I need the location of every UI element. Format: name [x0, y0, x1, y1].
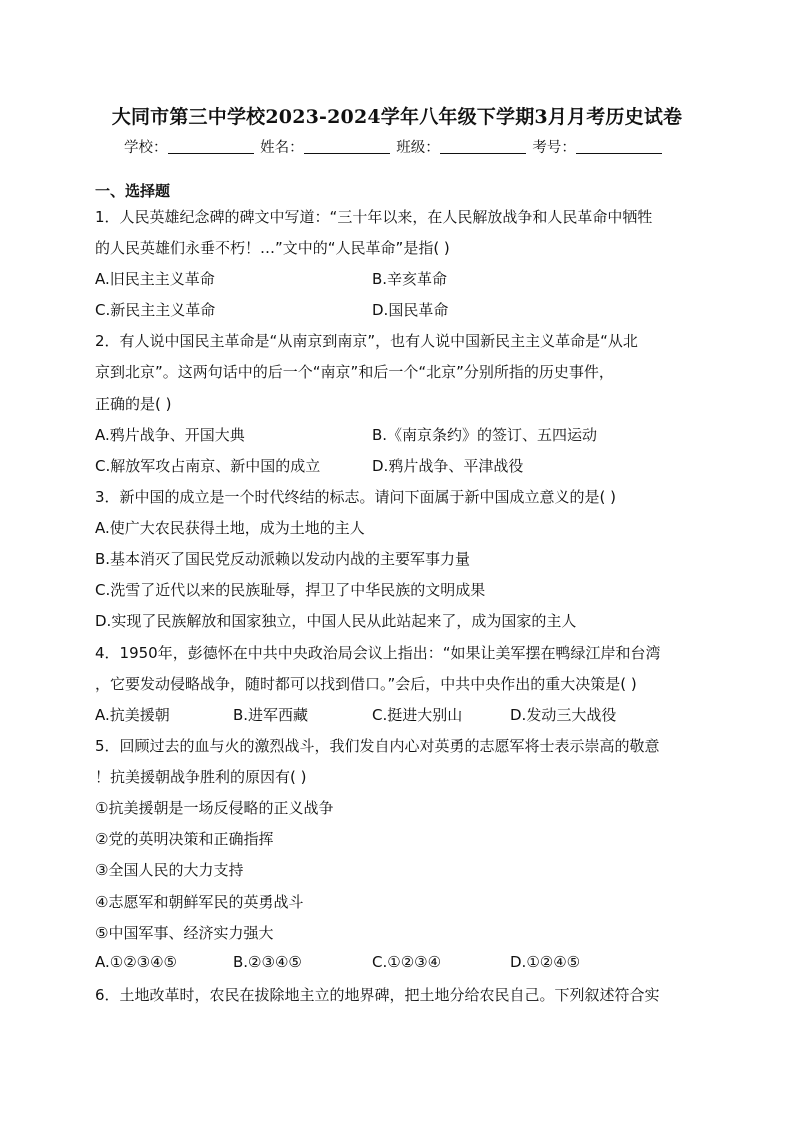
q5-item-4: ④志愿军和朝鲜军民的英勇战斗: [95, 893, 304, 911]
q6-stem-line-1: 6．土地改革时，农民在拔除地主立的地界碑，把土地分给农民自己。下列叙述符合实: [95, 986, 660, 1004]
q1-option-d[interactable]: D.国民革命: [372, 301, 449, 319]
q1-stem-line-2: 的人民英雄们永垂不朽！…”文中的“人民革命”是指( ): [95, 239, 450, 257]
q4-stem-line-2: ，它要发动侵略战争，随时都可以找到借口。”会后，中共中央作出的重大决策是( ): [95, 675, 637, 693]
school-blank[interactable]: [168, 139, 254, 154]
school-label: 学校：: [124, 140, 168, 156]
q5-stem-line-1: 5．回顾过去的血与火的激烈战斗，我们发自内心对英勇的志愿军将士表示崇高的敬意: [95, 737, 660, 755]
q2-stem-line-2: 京到北京”。这两句话中的后一个“南京”和后一个“北京”分别所指的历史事件，: [95, 363, 614, 381]
q2-option-b[interactable]: B.《南京条约》的签订、五四运动: [372, 426, 598, 444]
q3-option-a[interactable]: A.使广大农民获得土地，成为土地的主人: [95, 519, 365, 537]
q4-option-c[interactable]: C.挺进大别山: [372, 706, 463, 724]
q5-option-a[interactable]: A.①②③④⑤: [95, 953, 178, 971]
q3-stem-line-1: 3．新中国的成立是一个时代终结的标志。请问下面属于新中国成立意义的是( ): [95, 488, 617, 506]
q3-option-c[interactable]: C.洗雪了近代以来的民族耻辱，捍卫了中华民族的文明成果: [95, 581, 486, 599]
class-label: 班级：: [396, 140, 440, 156]
q2-option-d[interactable]: D.鸦片战争、平津战役: [372, 457, 524, 475]
name-blank[interactable]: [304, 139, 390, 154]
q5-option-d[interactable]: D.①②④⑤: [510, 953, 581, 971]
q5-item-3: ③全国人民的大力支持: [95, 861, 244, 879]
q2-option-c[interactable]: C.解放军攻占南京、新中国的成立: [95, 457, 321, 475]
class-blank[interactable]: [440, 139, 526, 154]
q4-option-b[interactable]: B.进军西藏: [233, 706, 309, 724]
q4-stem-line-1: 4．1950年，彭德怀在中共中央政治局会议上指出：“如果让美军摆在鸭绿江岸和台湾: [95, 644, 661, 662]
q4-option-d[interactable]: D.发动三大战役: [510, 706, 617, 724]
number-blank[interactable]: [576, 139, 662, 154]
student-info-row: [124, 136, 684, 157]
number-label: 考号：: [532, 140, 576, 156]
q1-option-c[interactable]: C.新民主主义革命: [95, 301, 216, 319]
q3-option-b[interactable]: B.基本消灭了国民党反动派赖以发动内战的主要军事力量: [95, 550, 471, 568]
q5-option-c[interactable]: C.①②③④: [372, 953, 442, 971]
q5-item-5: ⑤中国军事、经济实力强大: [95, 924, 274, 942]
q2-stem-line-1: 2．有人说中国民主革命是“从南京到南京”，也有人说中国新民主主义革命是“从北: [95, 332, 638, 350]
exam-title: 大同市第三中学校2023-2024学年八年级下学期3月月考历史试卷: [111, 106, 683, 128]
q5-item-2: ②党的英明决策和正确指挥: [95, 830, 274, 848]
q5-option-b[interactable]: B.②③④⑤: [233, 953, 302, 971]
q2-stem-line-3: 正确的是( ): [95, 395, 172, 413]
q1-option-a[interactable]: A.旧民主主义革命: [95, 270, 215, 288]
q4-option-a[interactable]: A.抗美援朝: [95, 706, 170, 724]
section-heading: 一、选择题: [95, 182, 171, 200]
q5-stem-line-2: ！抗美援朝战争胜利的原因有( ): [95, 768, 307, 786]
q2-option-a[interactable]: A.鸦片战争、开国大典: [95, 426, 245, 444]
q1-option-b[interactable]: B.辛亥革命: [372, 270, 448, 288]
name-label: 姓名：: [260, 140, 304, 156]
q1-stem-line-1: 1．人民英雄纪念碑的碑文中写道：“三十年以来，在人民解放战争和人民革命中牺牲: [95, 208, 653, 226]
q3-option-d[interactable]: D.实现了民族解放和国家独立，中国人民从此站起来了，成为国家的主人: [95, 612, 577, 630]
q5-item-1: ①抗美援朝是一场反侵略的正义战争: [95, 799, 334, 817]
